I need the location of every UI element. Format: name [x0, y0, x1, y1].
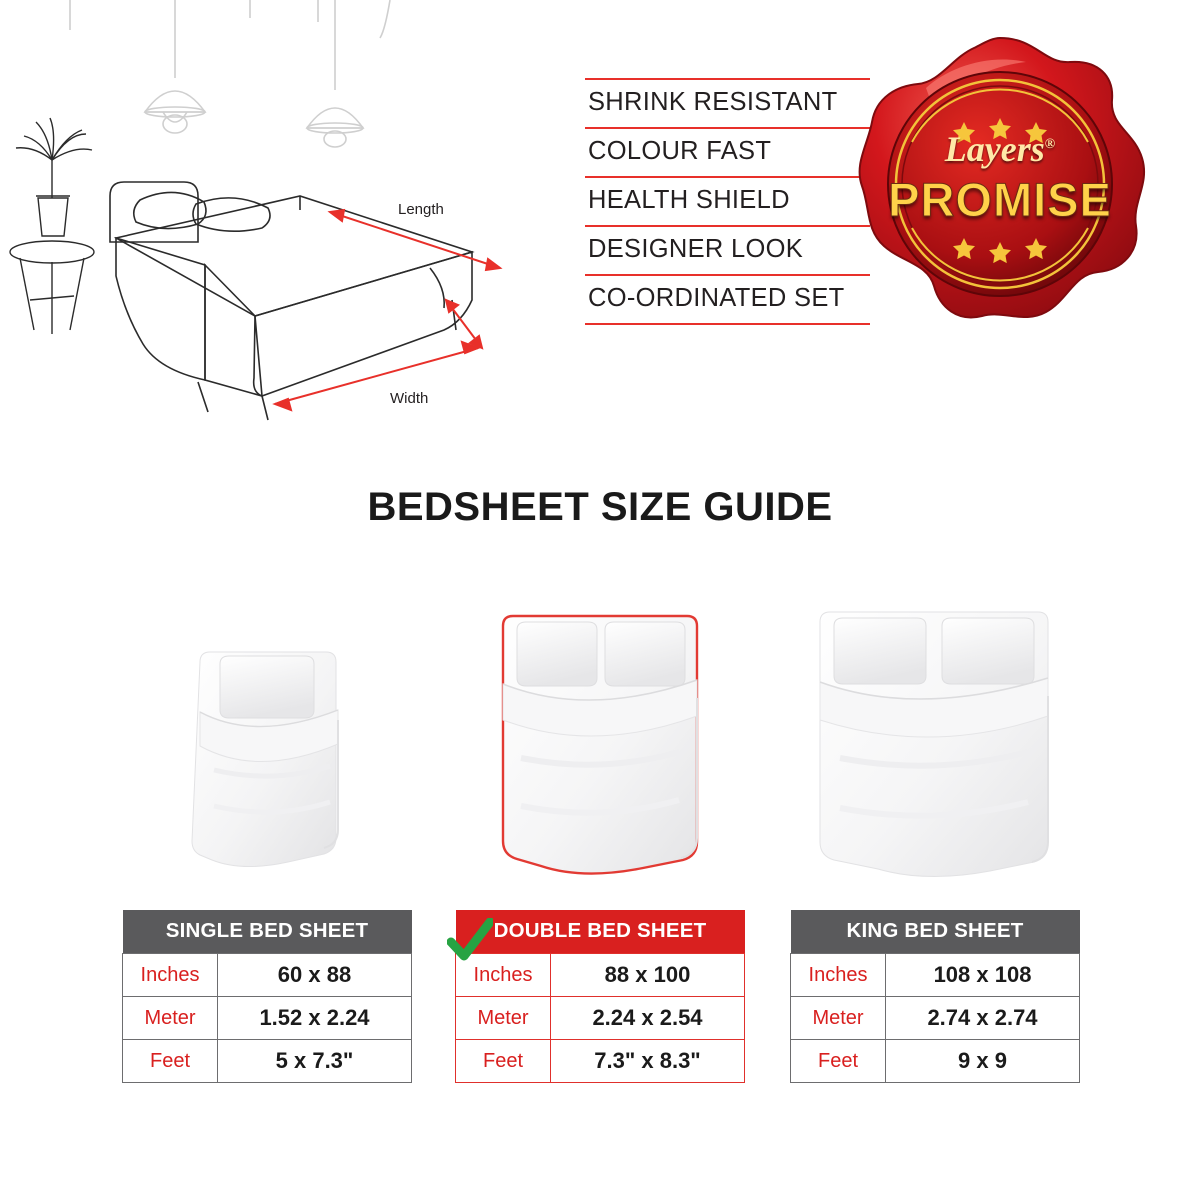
- unit-label: Inches: [456, 954, 551, 997]
- size-card-king[interactable]: [790, 600, 1080, 1083]
- unit-label: Inches: [123, 954, 218, 997]
- feature-item: [585, 78, 870, 127]
- feature-divider: [585, 225, 870, 227]
- king-card-header: KING BED SHEET: [791, 910, 1080, 954]
- table-row: [456, 954, 745, 997]
- feature-divider: [585, 78, 870, 80]
- size-cards: [0, 600, 1200, 1120]
- table-row: [123, 997, 412, 1040]
- king-bed-image: [790, 600, 1080, 910]
- layers-promise-seal: [840, 32, 1160, 352]
- single-card-header: SINGLE BED SHEET: [123, 910, 412, 954]
- double-bed-image: [455, 600, 745, 910]
- single-size-table: [122, 910, 412, 1083]
- feature-label: HEALTH SHIELD: [588, 186, 790, 214]
- size-value: 2.74 x 2.74: [886, 997, 1080, 1040]
- unit-label: Feet: [791, 1040, 886, 1083]
- double-card-header: DOUBLE BED SHEET: [456, 910, 745, 954]
- size-value: 7.3" x 8.3": [551, 1040, 745, 1083]
- feature-label: COLOUR FAST: [588, 137, 772, 165]
- feature-divider: [585, 127, 870, 129]
- size-card-double[interactable]: [455, 600, 745, 1083]
- seal-brand-label: Layers®: [944, 129, 1056, 169]
- size-value: 5 x 7.3": [218, 1040, 412, 1083]
- svg-text:Width: Width: [390, 390, 429, 407]
- features-list: [585, 78, 870, 323]
- size-value: 60 x 88: [218, 954, 412, 997]
- size-value: 2.24 x 2.54: [551, 997, 745, 1040]
- feature-label: CO-ORDINATED SET: [588, 284, 845, 312]
- table-row: [791, 954, 1080, 997]
- unit-label: Meter: [791, 997, 886, 1040]
- svg-text:Length: Length: [398, 201, 444, 218]
- unit-label: Meter: [456, 997, 551, 1040]
- table-row: [456, 1040, 745, 1083]
- feature-item: [585, 274, 870, 323]
- feature-divider: [585, 176, 870, 178]
- unit-label: Feet: [123, 1040, 218, 1083]
- size-value: 9 x 9: [886, 1040, 1080, 1083]
- single-bed-image: [122, 600, 412, 910]
- size-value: 108 x 108: [886, 954, 1080, 997]
- size-value: 88 x 100: [551, 954, 745, 997]
- feature-divider: [585, 274, 870, 276]
- page-title: BEDSHEET SIZE GUIDE: [367, 485, 833, 529]
- unit-label: Feet: [456, 1040, 551, 1083]
- unit-label: Meter: [123, 997, 218, 1040]
- table-row: [791, 997, 1080, 1040]
- size-value: 1.52 x 2.24: [218, 997, 412, 1040]
- table-row: [456, 997, 745, 1040]
- table-row: [791, 1040, 1080, 1083]
- feature-item: [585, 225, 870, 274]
- table-row: [123, 1040, 412, 1083]
- feature-item: [585, 176, 870, 225]
- feature-divider: [585, 323, 870, 325]
- registered-mark: ®: [1044, 137, 1056, 152]
- feature-label: DESIGNER LOOK: [588, 235, 804, 263]
- seal-promise-label: PROMISE: [888, 173, 1112, 226]
- size-card-single[interactable]: [122, 600, 412, 1083]
- double-size-table: [455, 910, 745, 1083]
- table-row: [123, 954, 412, 997]
- feature-item: [585, 127, 870, 176]
- check-icon: [447, 918, 493, 964]
- king-size-table: [790, 910, 1080, 1083]
- feature-label: SHRINK RESISTANT: [588, 88, 838, 116]
- bedroom-line-illustration: [0, 0, 560, 440]
- unit-label: Inches: [791, 954, 886, 997]
